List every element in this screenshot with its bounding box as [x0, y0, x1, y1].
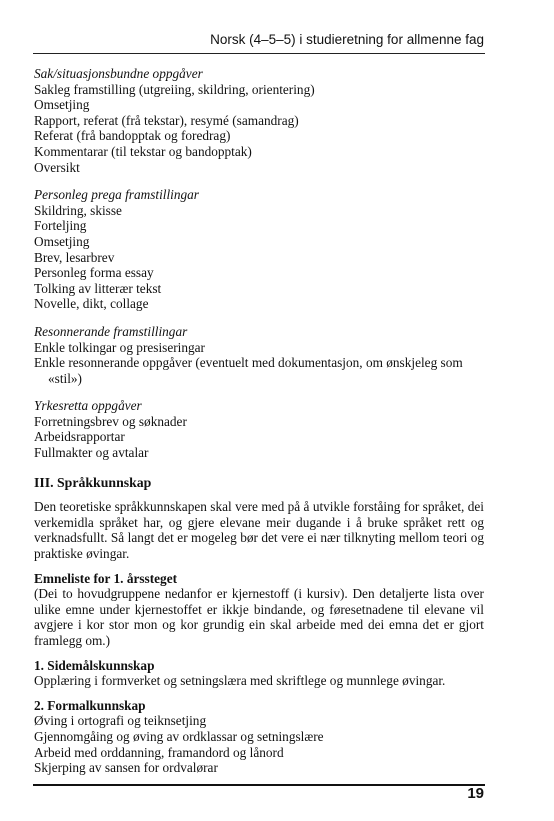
- emneliste-paragraph: (Dei to hovudgruppene nedanfor er kjernestoff (i kursiv). Den detaljerte lista over ulike emne under kjernestoffet er ikkje bindande, og føresetnadene til elevane vil avgjere i kor stor mon og kor grundig ein skal arbeide med dei emna det er gjort framlegg om.): [34, 586, 484, 648]
- list-item: Arbeidsrapportar: [34, 429, 125, 445]
- page-body: [34, 66, 484, 776]
- list-item: Gjennomgåing og øving av ordklassar og setningslære: [34, 728, 324, 744]
- list-item: Sakleg framstilling (utgreiing, skildring, orientering): [34, 81, 315, 97]
- list-item: Rapport, referat (frå tekstar), resymé (samandrag): [34, 112, 299, 128]
- section-title-resonnerande: Resonnerande framstillingar: [34, 323, 188, 339]
- list-item: Enkle resonnerande oppgåver (eventuelt med dokumentasjon, om ønskjeleg som «stil»): [34, 355, 463, 386]
- section-title-personleg: Personleg prega framstillingar: [34, 187, 199, 203]
- list-item: Kommentarar (til tekstar og bandopptak): [34, 143, 252, 159]
- header-rule: [33, 53, 485, 54]
- emneliste-heading: Emneliste for 1. årssteget: [34, 570, 178, 586]
- running-header: Norsk (4–5–5) i studieretning for allmenne fag: [210, 32, 484, 47]
- list-item: Forretningsbrev og søknader: [34, 413, 187, 429]
- list-item: Novelle, dikt, collage: [34, 296, 149, 312]
- list-item: Fullmakter og avtalar: [34, 445, 149, 461]
- list-item: Omsetjing: [34, 233, 90, 249]
- list-item: Enkle tolkingar og presiseringar: [34, 339, 205, 355]
- subsection-heading: 2. Formalkunnskap: [34, 697, 146, 713]
- list-item: Personleg forma essay: [34, 265, 154, 281]
- list-item: Omsetjing: [34, 97, 90, 113]
- section-title-yrkesretta: Yrkesretta oppgåver: [34, 398, 142, 414]
- page-number: 19: [467, 785, 484, 802]
- footer-rule: [33, 784, 485, 786]
- list-item: Brev, lesarbrev: [34, 249, 115, 265]
- subsection-heading: 1. Sidemålskunnskap: [34, 657, 155, 673]
- list-item: Referat (frå bandopptak og foredrag): [34, 128, 231, 144]
- list-item: Tolking av litterær tekst: [34, 280, 162, 296]
- subsection-paragraph: Opplæring i formverket og setningslæra med skriftlege og munnlege øvingar.: [34, 673, 446, 689]
- list-item: Arbeid med orddanning, framandord og lånord: [34, 744, 284, 760]
- list-item: Skildring, skisse: [34, 202, 122, 218]
- part-heading: III. Språkkunnskap: [34, 474, 152, 490]
- list-item: Øving i ortografi og teiknsetjing: [34, 713, 207, 729]
- intro-paragraph: Den teoretiske språkkunnskapen skal vere med på å utvikle forståing for språket, dei verkemidla språket har, og gjere elevane meir dugande i å bruke språket rett og verknadsfullt. Så langt det er mogeleg bør det vere ei nær tilknyting mellom teori og praktiske øvingar.: [34, 499, 484, 562]
- list-item: Oversikt: [34, 159, 80, 175]
- section-title-sakleg: Sak/situasjonsbundne oppgåver: [34, 66, 203, 81]
- list-item: Forteljing: [34, 218, 87, 234]
- list-item: Skjerping av sansen for ordvalørar: [34, 760, 218, 776]
